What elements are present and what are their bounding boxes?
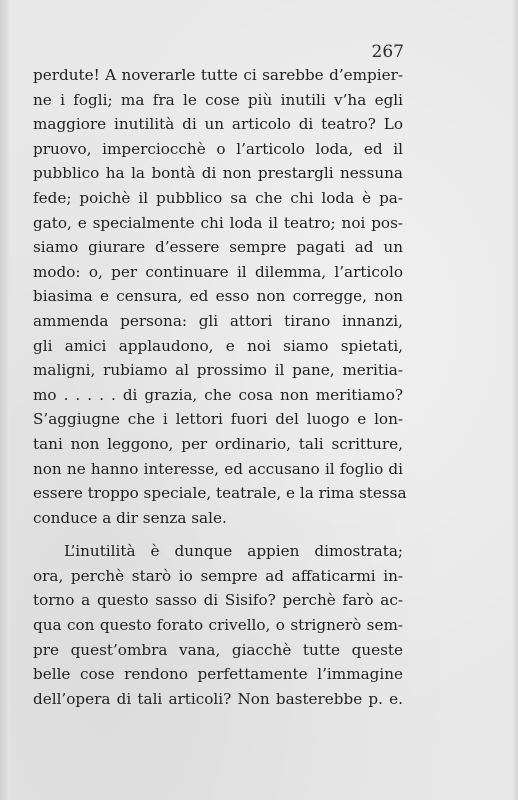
text-line: siamo giurare d’essere sempre pagati ad un <box>33 238 403 257</box>
page-number: 267 <box>371 42 404 62</box>
paragraph-2 <box>33 539 403 711</box>
body-text <box>33 63 407 711</box>
text-line: qua con questo forato crivello, o strignerò sem- <box>33 616 403 635</box>
page-left-edge <box>0 0 10 800</box>
text-line: modo: o, per continuare il dilemma, l’articolo <box>33 262 403 281</box>
text-line: maligni, rubiamo al prossimo il pane, meritia- <box>33 361 403 380</box>
text-line: conduce a dir senza sale. <box>33 508 227 527</box>
text-line: pre quest’ombra vana, giacchè tutte queste <box>33 640 403 659</box>
paragraph-1 <box>33 63 407 530</box>
text-line: pruovo, imperciocchè o l’articolo loda, ed il <box>33 139 403 158</box>
text-line: essere troppo speciale, teatrale, e la rima stessa <box>33 484 407 503</box>
text-line: ne i fogli; ma fra le cose più inutili v’ha egli <box>33 90 403 109</box>
text-line: perdute! A noverarle tutte ci sarebbe d’empier- <box>33 66 403 84</box>
text-line: mo . . . . . di grazia, che cosa non meritiamo? <box>33 385 403 404</box>
text-line: ammenda persona: gli attori tirano innanzi, <box>33 311 403 330</box>
text-line: fede; poichè il pubblico sa che chi loda è pa- <box>33 188 403 207</box>
text-line: L’inutilità è dunque appien dimostrata; <box>64 542 403 561</box>
text-line: gli amici applaudono, e noi siamo spietati, <box>33 336 403 355</box>
text-line: maggiore inutilità di un articolo di teatro? Lo <box>33 115 403 134</box>
text-line: gato, e specialmente chi loda il teatro; noi pos- <box>33 213 403 232</box>
text-line: dell’opera di tali articoli? Non basterebbe p. e. <box>33 689 403 708</box>
text-line: pubblico ha la bontà di non prestargli nessuna <box>33 164 403 183</box>
text-line: belle cose rendono perfettamente l’immagine <box>33 665 403 684</box>
text-line: biasima e censura, ed esso non corregge, non <box>33 287 403 306</box>
text-line: ora, perchè starò io sempre ad affaticarmi in- <box>33 566 403 585</box>
text-line: non ne hanno interesse, ed accusano il foglio di <box>33 459 403 478</box>
paragraph-gap <box>33 530 403 539</box>
text-line: S’aggiugne che i lettori fuori del luogo e lon- <box>33 410 403 429</box>
page-right-edge <box>512 0 518 800</box>
text-line: tani non leggono, per ordinario, tali scritture, <box>33 434 403 453</box>
text-line: torno a questo sasso di Sisifo? perchè farò ac- <box>33 591 403 610</box>
